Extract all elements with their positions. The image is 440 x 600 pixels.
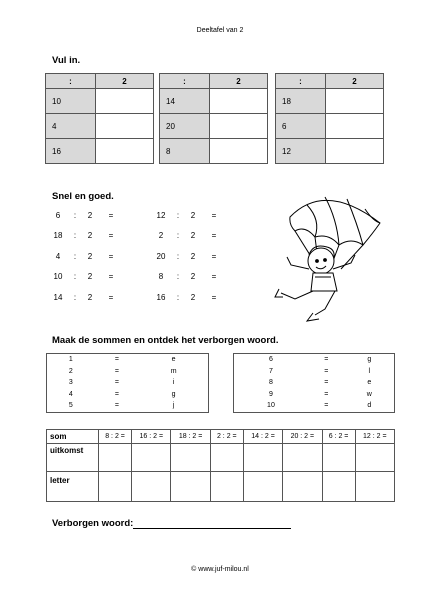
key-equals: = xyxy=(114,367,119,375)
key-number: 9 xyxy=(268,390,273,398)
sum-row xyxy=(150,226,226,247)
equals-sign: = xyxy=(211,251,217,261)
letter-cell[interactable] xyxy=(355,472,394,502)
operator-cell: : xyxy=(160,74,210,89)
divisor-cell: 2 xyxy=(210,74,268,89)
sum-cell: 16 : 2 = xyxy=(132,430,171,444)
dividend: 10 xyxy=(53,272,63,282)
sum-row xyxy=(47,267,123,288)
fill-table-2 xyxy=(159,73,268,164)
operator-cell: : xyxy=(276,74,326,89)
equals-sign: = xyxy=(108,231,114,241)
divide-sign: : xyxy=(176,231,180,241)
dividend: 18 xyxy=(53,231,63,241)
divide-sign: : xyxy=(73,210,77,220)
answer-cell[interactable] xyxy=(96,89,154,114)
result-cell[interactable] xyxy=(283,444,322,472)
letter-cell[interactable] xyxy=(243,472,282,502)
result-row xyxy=(47,444,395,472)
fill-table-3 xyxy=(275,73,384,164)
result-cell[interactable] xyxy=(99,444,132,472)
sum-row xyxy=(150,287,226,308)
divisor: 2 xyxy=(190,210,196,220)
page-title: Deeltafel van 2 xyxy=(196,27,244,34)
key-number: 7 xyxy=(268,367,273,375)
key-row xyxy=(234,389,395,401)
key-equals: = xyxy=(324,356,329,364)
letter-cell[interactable] xyxy=(283,472,322,502)
hidden-word-input[interactable] xyxy=(133,518,291,529)
answer-cell[interactable] xyxy=(210,139,268,164)
key-row xyxy=(47,354,209,366)
equals-sign: = xyxy=(211,272,217,282)
sum-cell: 6 : 2 = xyxy=(322,430,355,444)
dividend-cell: 14 xyxy=(160,89,210,114)
key-letter: i xyxy=(172,379,175,387)
dividend-cell: 4 xyxy=(46,114,96,139)
dividend: 6 xyxy=(55,210,61,220)
fill-table-1 xyxy=(45,73,154,164)
divisor: 2 xyxy=(190,251,196,261)
key-equals: = xyxy=(114,356,119,364)
dividend-cell: 6 xyxy=(276,114,326,139)
sum-cell: 2 : 2 = xyxy=(210,430,243,444)
result-cell[interactable] xyxy=(243,444,282,472)
sum-row xyxy=(47,246,123,267)
divisor: 2 xyxy=(87,292,93,302)
key-letter: l xyxy=(368,367,371,375)
equals-sign: = xyxy=(211,231,217,241)
divisor: 2 xyxy=(87,272,93,282)
key-number: 1 xyxy=(68,356,73,364)
key-letter: j xyxy=(172,402,175,410)
result-cell[interactable] xyxy=(210,444,243,472)
letter-cell[interactable] xyxy=(132,472,171,502)
equals-sign: = xyxy=(211,292,217,302)
dividend-cell: 20 xyxy=(160,114,210,139)
equals-sign: = xyxy=(108,210,114,220)
answer-cell[interactable] xyxy=(210,89,268,114)
letter-key-right xyxy=(233,353,395,413)
key-letter: e xyxy=(171,356,176,364)
divisor: 2 xyxy=(87,251,93,261)
section-heading-snel-en-goed: Snel en goed. xyxy=(52,191,114,202)
key-equals: = xyxy=(324,402,329,410)
letter-cell[interactable] xyxy=(210,472,243,502)
equals-sign: = xyxy=(211,210,217,220)
result-cell[interactable] xyxy=(322,444,355,472)
section-heading-vul-in: Vul in. xyxy=(52,55,81,66)
dividend-cell: 12 xyxy=(276,139,326,164)
key-row xyxy=(234,354,395,366)
divide-sign: : xyxy=(73,272,77,282)
divide-sign: : xyxy=(73,292,77,302)
key-letter: w xyxy=(366,390,372,398)
footer-credit: © www.juf-milou.nl xyxy=(191,566,249,573)
answer-table xyxy=(46,429,395,502)
divisor: 2 xyxy=(190,231,196,241)
answer-cell[interactable] xyxy=(96,139,154,164)
letter-key-left xyxy=(46,353,209,413)
key-letter: d xyxy=(367,402,372,410)
dividend: 14 xyxy=(53,292,63,302)
key-equals: = xyxy=(324,367,329,375)
divisor: 2 xyxy=(87,231,93,241)
key-row xyxy=(47,389,209,401)
quick-sums-left xyxy=(47,205,123,308)
key-number: 4 xyxy=(68,390,73,398)
section-heading-hidden-word: Maak de sommen en ontdek het verborgen woord. xyxy=(52,335,279,346)
dividend-cell: 18 xyxy=(276,89,326,114)
divisor: 2 xyxy=(87,210,93,220)
equals-sign: = xyxy=(108,292,114,302)
key-letter: e xyxy=(367,379,372,387)
operator-cell: : xyxy=(46,74,96,89)
key-letter: g xyxy=(171,390,176,398)
quick-sums-right xyxy=(150,205,226,308)
row-label-uitkomst: uitkomst xyxy=(47,444,99,472)
key-letter: m xyxy=(170,367,177,375)
key-row xyxy=(234,366,395,378)
key-equals: = xyxy=(114,379,119,387)
dividend: 2 xyxy=(158,231,164,241)
key-row xyxy=(47,377,209,389)
key-number: 8 xyxy=(268,379,273,387)
letter-row xyxy=(47,472,395,502)
key-equals: = xyxy=(324,379,329,387)
divisor-cell: 2 xyxy=(96,74,154,89)
letter-cell[interactable] xyxy=(171,472,210,502)
key-number: 6 xyxy=(268,356,273,364)
answer-cell[interactable] xyxy=(96,114,154,139)
key-number: 2 xyxy=(68,367,73,375)
sum-row xyxy=(150,267,226,288)
sum-row xyxy=(47,205,123,226)
letter-cell[interactable] xyxy=(99,472,132,502)
answer-cell[interactable] xyxy=(326,89,384,114)
equals-sign: = xyxy=(108,272,114,282)
answer-cell[interactable] xyxy=(326,114,384,139)
divide-sign: : xyxy=(176,272,180,282)
key-row xyxy=(234,400,395,412)
sum-row xyxy=(150,246,226,267)
parachute-boy-icon xyxy=(255,185,400,325)
key-number: 3 xyxy=(68,379,73,387)
dividend: 16 xyxy=(156,292,166,302)
row-label-som: som xyxy=(47,430,99,444)
key-number: 5 xyxy=(68,402,73,410)
sum-cell: 20 : 2 = xyxy=(283,430,322,444)
key-row xyxy=(47,366,209,378)
result-cell[interactable] xyxy=(355,444,394,472)
hidden-word-label: Verborgen woord: xyxy=(52,518,134,529)
sums-row xyxy=(47,430,395,444)
key-row xyxy=(234,377,395,389)
key-equals: = xyxy=(114,402,119,410)
dividend: 8 xyxy=(158,272,164,282)
sum-row xyxy=(47,226,123,247)
dividend: 12 xyxy=(156,210,166,220)
key-row xyxy=(47,400,209,412)
divide-sign: : xyxy=(73,231,77,241)
divisor: 2 xyxy=(190,292,196,302)
sum-cell: 12 : 2 = xyxy=(355,430,394,444)
result-cell[interactable] xyxy=(132,444,171,472)
key-letter: g xyxy=(367,356,372,364)
result-cell[interactable] xyxy=(171,444,210,472)
dividend-cell: 8 xyxy=(160,139,210,164)
divide-sign: : xyxy=(176,251,180,261)
answer-cell[interactable] xyxy=(326,139,384,164)
dividend-cell: 10 xyxy=(46,89,96,114)
hidden-word-line xyxy=(52,518,291,529)
equals-sign: = xyxy=(108,251,114,261)
key-equals: = xyxy=(114,390,119,398)
sum-row xyxy=(47,287,123,308)
sum-cell: 14 : 2 = xyxy=(243,430,282,444)
divide-sign: : xyxy=(176,210,180,220)
key-number: 10 xyxy=(267,402,275,410)
divisor: 2 xyxy=(190,272,196,282)
divide-sign: : xyxy=(73,251,77,261)
key-equals: = xyxy=(324,390,329,398)
dividend: 20 xyxy=(156,251,166,261)
answer-cell[interactable] xyxy=(210,114,268,139)
sum-cell: 18 : 2 = xyxy=(171,430,210,444)
dividend: 4 xyxy=(55,251,61,261)
divisor-cell: 2 xyxy=(326,74,384,89)
sum-cell: 8 : 2 = xyxy=(99,430,132,444)
divide-sign: : xyxy=(176,292,180,302)
sum-row xyxy=(150,205,226,226)
letter-cell[interactable] xyxy=(322,472,355,502)
dividend-cell: 16 xyxy=(46,139,96,164)
row-label-letter: letter xyxy=(47,472,99,502)
